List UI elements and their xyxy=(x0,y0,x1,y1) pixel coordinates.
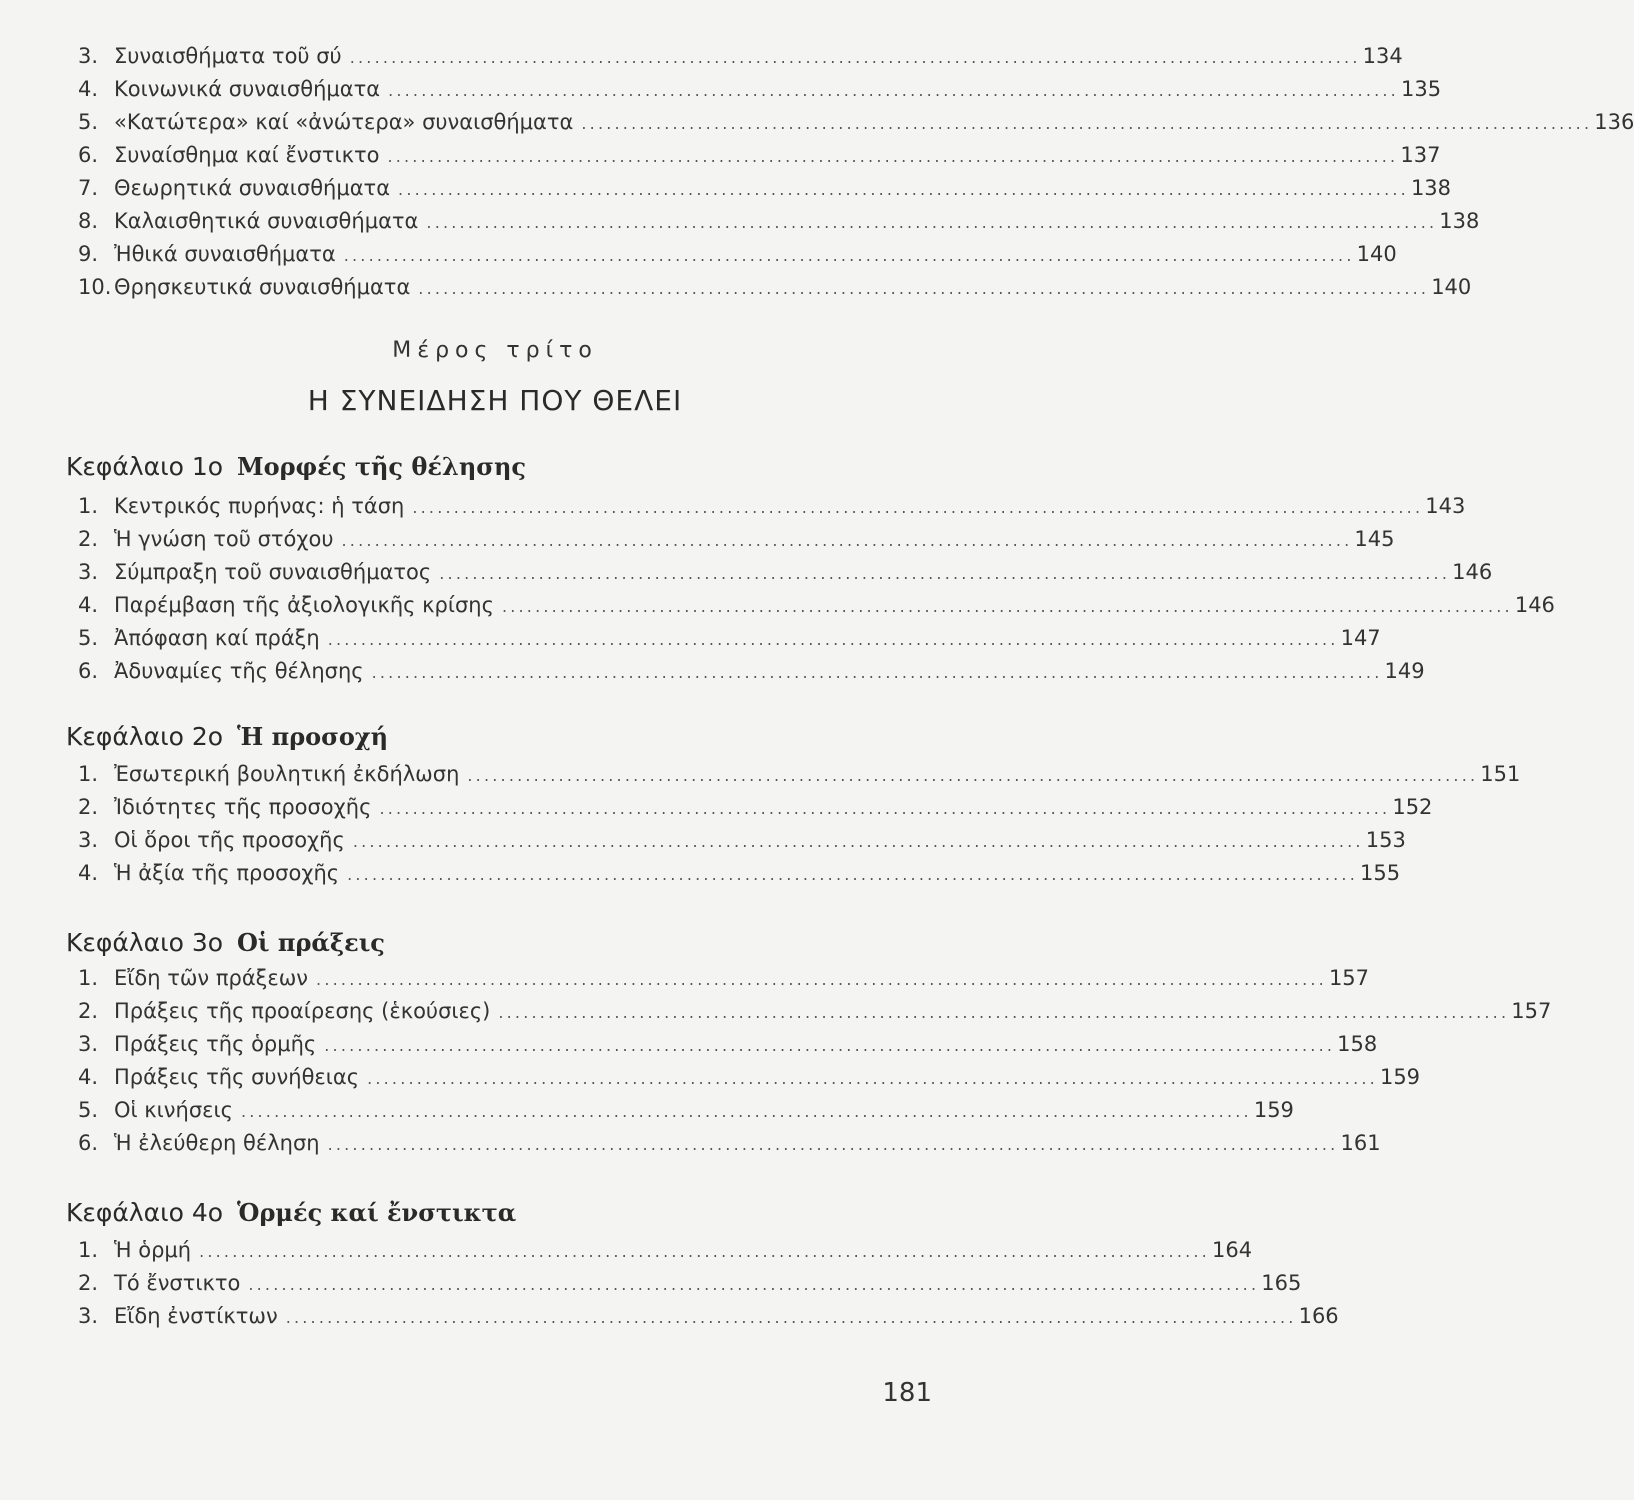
dot-leader: .......................................................................................................................... xyxy=(248,1275,1260,1294)
entry-title: Οἱ κινήσεις xyxy=(114,1098,233,1122)
entry-title: Θεωρητικά συναισθήματα xyxy=(114,176,391,200)
dot-leader: .......................................................................................................................... xyxy=(371,663,1383,682)
entry-page: 155 xyxy=(1359,861,1401,885)
entry-page: 149 xyxy=(1384,659,1425,683)
entry-title: Πράξεις τῆς προαίρεσης (ἑκούσιες) xyxy=(114,999,491,1023)
entry-number: 2. xyxy=(78,1271,99,1295)
chapter-label: Κεφάλαιο 4ο xyxy=(66,1198,224,1227)
entry-number: 4. xyxy=(78,1065,99,1089)
entry-number: 3. xyxy=(78,44,99,68)
toc-entry xyxy=(78,139,1441,172)
dot-leader: .......................................................................................................................... xyxy=(349,48,1361,67)
entry-title: Ἡ ὁρμή xyxy=(114,1238,192,1262)
dot-leader: .......................................................................................................................... xyxy=(327,1135,1339,1154)
toc-entry xyxy=(78,962,1370,995)
toc-entry xyxy=(78,1300,1339,1333)
entry-page: 140 xyxy=(1356,242,1397,266)
entry-page: 134 xyxy=(1362,44,1403,68)
toc-entry xyxy=(78,556,1493,589)
dot-leader: .......................................................................................................................... xyxy=(387,147,1399,166)
dot-leader: .......................................................................................................................... xyxy=(398,180,1409,199)
entry-number: 5. xyxy=(78,626,99,650)
entry-page: 135 xyxy=(1400,77,1442,101)
entry-title: Ἰδιότητες τῆς προσοχῆς xyxy=(114,795,372,819)
entry-title: Πράξεις τῆς συνήθειας xyxy=(114,1065,360,1089)
chapter-title: Ὁρμές καί ἔνστικτα xyxy=(237,1198,517,1227)
entry-number: 2. xyxy=(78,999,99,1023)
entry-title: Ἀδυναμίες τῆς θέλησης xyxy=(114,659,364,683)
entry-title: Ἡ γνώση τοῦ στόχου xyxy=(114,527,334,551)
entry-title: Ἀπόφαση καί πράξη xyxy=(114,626,320,650)
chapter-label: Κεφάλαιο 1ο xyxy=(66,452,224,481)
entry-page: 143 xyxy=(1425,494,1466,518)
entry-title: Συναίσθημα καί ἔνστικτο xyxy=(114,143,380,167)
toc-entry xyxy=(78,995,1552,1028)
entry-page: 145 xyxy=(1354,527,1395,551)
toc-entry xyxy=(78,523,1395,556)
entry-page: 140 xyxy=(1431,275,1472,299)
toc-entry xyxy=(78,271,1472,304)
entry-number: 6. xyxy=(78,1131,99,1155)
entry-page: 152 xyxy=(1392,795,1433,819)
toc-entry xyxy=(78,172,1452,205)
entry-number: 3. xyxy=(78,560,99,584)
entry-number: 8. xyxy=(78,209,99,233)
chapter-heading xyxy=(66,1198,516,1227)
toc-entry xyxy=(78,622,1381,655)
entry-title: Ἡ ἐλεύθερη θέληση xyxy=(114,1131,320,1155)
dot-leader: .......................................................................................................................... xyxy=(581,114,1593,133)
dot-leader: .......................................................................................................................... xyxy=(316,970,1327,989)
toc-entry xyxy=(78,73,1442,106)
entry-page: 136 xyxy=(1594,110,1634,134)
dot-leader: .......................................................................................................................... xyxy=(418,279,1430,298)
chapter-heading xyxy=(66,452,526,481)
entry-number: 1. xyxy=(78,1238,99,1262)
dot-leader: .......................................................................................................................... xyxy=(467,766,1479,785)
entry-number: 5. xyxy=(78,110,99,134)
toc-entry xyxy=(78,758,1521,791)
dot-leader: .......................................................................................................................... xyxy=(341,531,1353,550)
entry-number: 6. xyxy=(78,659,99,683)
entry-page: 161 xyxy=(1340,1131,1381,1155)
entry-number: 4. xyxy=(78,593,99,617)
toc-entry xyxy=(78,857,1401,890)
entry-title: Συναισθήματα τοῦ σύ xyxy=(114,44,342,68)
entry-page: 151 xyxy=(1480,762,1521,786)
entry-page: 166 xyxy=(1298,1304,1339,1328)
chapter-heading xyxy=(66,928,385,957)
chapter-label: Κεφάλαιο 3ο xyxy=(66,928,224,957)
entry-title: Εἴδη τῶν πράξεων xyxy=(114,966,309,990)
part-title: Η ΣΥΝΕΙΔΗΣΗ ΠΟΥ ΘΕΛΕΙ xyxy=(307,384,683,417)
dot-leader: .......................................................................................................................... xyxy=(379,799,1391,818)
entry-number: 9. xyxy=(78,242,99,266)
entry-page: 164 xyxy=(1211,1238,1253,1262)
entry-number: 7. xyxy=(78,176,99,200)
chapter-heading xyxy=(66,722,388,751)
entry-page: 146 xyxy=(1514,593,1555,617)
entry-number: 4. xyxy=(78,861,99,885)
entry-page: 138 xyxy=(1439,209,1480,233)
entry-title: «Κατώτερα» καί «ἀνώτερα» συναισθήματα xyxy=(114,110,574,134)
entry-page: 157 xyxy=(1328,966,1370,990)
entry-title: Καλαισθητικά συναισθήματα xyxy=(114,209,419,233)
toc-entry xyxy=(78,40,1403,73)
toc-entry xyxy=(78,106,1634,139)
chapter-title: Οἱ πράξεις xyxy=(237,928,385,957)
entry-title: Θρησκευτικά συναισθήματα xyxy=(114,275,411,299)
entry-title: Εἴδη ἐνστίκτων xyxy=(114,1304,278,1328)
entry-number: 4. xyxy=(78,77,99,101)
chapter-label: Κεφάλαιο 2ο xyxy=(66,722,224,751)
dot-leader: .......................................................................................................................... xyxy=(412,498,1424,517)
entry-number: 5. xyxy=(78,1098,99,1122)
chapter-title: Ἡ προσοχή xyxy=(237,722,389,751)
chapter-title: Μορφές τῆς θέλησης xyxy=(237,452,527,481)
entry-page: 159 xyxy=(1253,1098,1294,1122)
page-number: 181 xyxy=(882,1378,932,1408)
dot-leader: .......................................................................................................................... xyxy=(498,1003,1510,1022)
toc-entry xyxy=(78,589,1555,622)
entry-number: 10. xyxy=(78,275,112,299)
toc-entry xyxy=(78,1061,1421,1094)
entry-page: 138 xyxy=(1410,176,1452,200)
toc-entry xyxy=(78,1028,1378,1061)
entry-page: 159 xyxy=(1379,1065,1421,1089)
entry-number: 1. xyxy=(78,762,99,786)
dot-leader: .......................................................................................................................... xyxy=(327,630,1339,649)
entry-title: Ἐσωτερική βουλητική ἐκδήλωση xyxy=(114,762,460,786)
toc-entry xyxy=(78,824,1406,857)
entry-title: Ἠθικά συναισθήματα xyxy=(114,242,336,266)
entry-number: 1. xyxy=(78,494,99,518)
entry-number: 3. xyxy=(78,1032,99,1056)
dot-leader: .......................................................................................................................... xyxy=(352,832,1364,851)
entry-number: 1. xyxy=(78,966,99,990)
toc-entry xyxy=(78,791,1433,824)
entry-page: 157 xyxy=(1511,999,1552,1023)
toc-entry xyxy=(78,205,1480,238)
entry-number: 6. xyxy=(78,143,99,167)
toc-entry xyxy=(78,1234,1253,1267)
entry-title: Παρέμβαση τῆς ἀξιολογικῆς κρίσης xyxy=(114,593,494,617)
dot-leader: .......................................................................................................................... xyxy=(501,597,1513,616)
entry-title: Οἱ ὅροι τῆς προσοχῆς xyxy=(114,828,345,852)
dot-leader: .......................................................................................................................... xyxy=(324,1036,1336,1055)
dot-leader: .......................................................................................................................... xyxy=(347,865,1358,884)
toc-entry xyxy=(78,1094,1294,1127)
entry-title: Ἡ ἀξία τῆς προσοχῆς xyxy=(114,861,340,885)
toc-entry xyxy=(78,238,1397,271)
toc-entry xyxy=(78,655,1425,688)
entry-page: 137 xyxy=(1400,143,1441,167)
entry-page: 146 xyxy=(1452,560,1493,584)
dot-leader: .......................................................................................................................... xyxy=(285,1308,1297,1327)
dot-leader: .......................................................................................................................... xyxy=(388,81,1399,100)
toc-entry xyxy=(78,490,1466,523)
entry-number: 2. xyxy=(78,527,99,551)
entry-title: Κοινωνικά συναισθήματα xyxy=(114,77,381,101)
toc-entry xyxy=(78,1127,1381,1160)
entry-page: 147 xyxy=(1340,626,1381,650)
entry-number: 3. xyxy=(78,1304,99,1328)
entry-title: Κεντρικός πυρήνας: ἡ τάση xyxy=(114,494,405,518)
entry-page: 153 xyxy=(1365,828,1406,852)
dot-leader: .......................................................................................................................... xyxy=(343,246,1355,265)
entry-number: 2. xyxy=(78,795,99,819)
entry-number: 3. xyxy=(78,828,99,852)
entry-title: Τό ἔνστικτο xyxy=(114,1271,241,1295)
part-label: Μέρος τρίτο xyxy=(392,338,598,363)
dot-leader: .......................................................................................................................... xyxy=(439,564,1451,583)
entry-title: Πράξεις τῆς ὁρμῆς xyxy=(114,1032,317,1056)
entry-page: 158 xyxy=(1337,1032,1378,1056)
dot-leader: .......................................................................................................................... xyxy=(240,1102,1252,1121)
toc-entry xyxy=(78,1267,1302,1300)
entry-title: Σύμπραξη τοῦ συναισθήματος xyxy=(114,560,432,584)
dot-leader: .......................................................................................................................... xyxy=(426,213,1438,232)
entry-page: 165 xyxy=(1261,1271,1302,1295)
dot-leader: .......................................................................................................................... xyxy=(199,1242,1210,1261)
dot-leader: .......................................................................................................................... xyxy=(367,1069,1378,1088)
